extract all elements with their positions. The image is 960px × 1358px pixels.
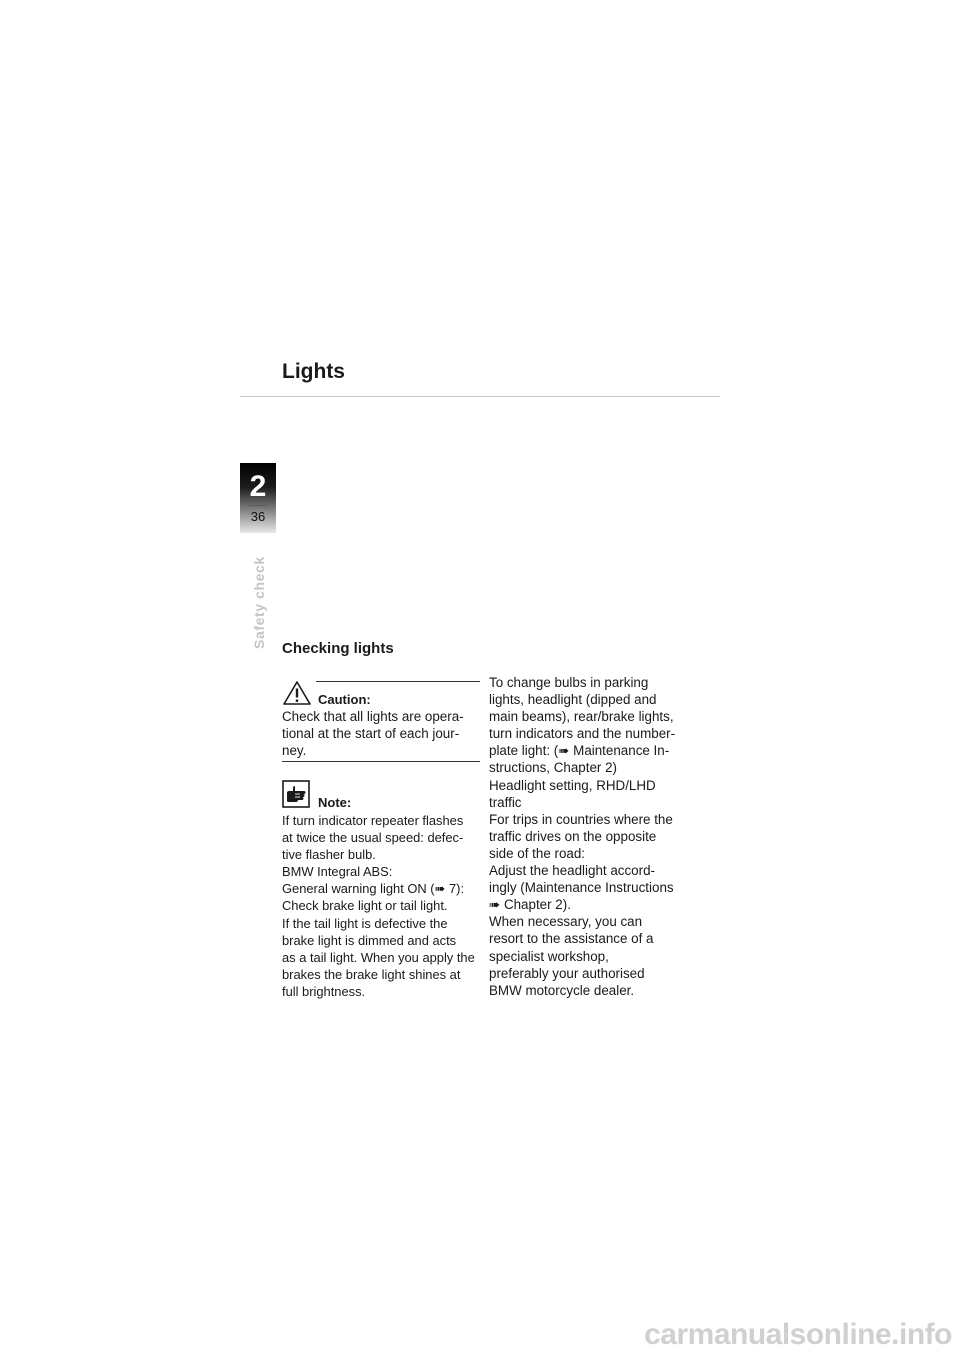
body-line: main beams), rear/brake lights, (489, 709, 674, 725)
section-heading: Checking lights (282, 640, 394, 657)
note-line: If turn indicator repeater flashes (282, 813, 464, 828)
title-divider (240, 396, 720, 397)
note-line: as a tail light. When you apply the (282, 949, 475, 965)
body-line: To change bulbs in parking (489, 675, 649, 690)
body-line: For trips in countries where the (489, 811, 673, 827)
chapter-number: 2 (249, 470, 267, 503)
note-hand-icon (282, 780, 310, 808)
body-line: Adjust the headlight accord- (489, 863, 655, 879)
body-line: turn indicators and the number- (489, 726, 676, 742)
body-line: traffic drives on the opposite (489, 828, 657, 844)
body-line: resort to the assistance of a (489, 931, 654, 947)
note-line: at twice the usual speed: defec- (282, 830, 464, 846)
body-line: Headlight setting, RHD/LHD (489, 777, 656, 793)
body-line: plate light: (➠ Maintenance In- (489, 743, 670, 759)
note-line: tive flasher bulb. (282, 847, 376, 863)
caution-line: tional at the start of each jour- (282, 726, 460, 741)
body-line: structions, Chapter 2) (489, 760, 618, 776)
watermark: carmanualsonline.info (644, 1318, 952, 1351)
body-line: BMW motorcycle dealer. (489, 982, 635, 998)
note-line: Check brake light or tail light. (282, 898, 448, 914)
page-number: 36 (250, 509, 266, 524)
body-line: When necessary, you can (489, 914, 643, 930)
note-line: General warning light ON (➠ 7): (282, 881, 465, 897)
caution-top-rule (316, 681, 480, 682)
body-line: traffic (489, 794, 522, 810)
caution-line: ney. (282, 743, 307, 758)
caution-text (282, 708, 480, 762)
caution-line: Check that all lights are opera- (282, 709, 464, 724)
note-line: brake light is dimmed and acts (282, 932, 457, 948)
body-line: ingly (Maintenance Instructions (489, 880, 674, 896)
note-line: brakes the brake light shines at (282, 966, 461, 982)
body-line: lights, headlight (dipped and (489, 692, 657, 708)
note-line: full brightness. (282, 983, 366, 999)
body-line: preferably your authorised (489, 965, 645, 981)
caution-label: Caution: (318, 692, 371, 707)
body-line: specialist workshop, (489, 948, 609, 964)
page-title: Lights (282, 360, 345, 383)
note-line: BMW Integral ABS: (282, 864, 393, 880)
right-column (489, 674, 699, 999)
note-line: If the tail light is defective the (282, 915, 448, 931)
chapter-separator (249, 505, 267, 506)
chapter-tab (240, 463, 276, 533)
body-line: ➠ Chapter 2). (489, 897, 571, 913)
body-line: side of the road: (489, 845, 586, 861)
side-section-label: Safety check (251, 556, 267, 649)
note-label: Note: (318, 795, 352, 810)
note-text (282, 812, 482, 1000)
warning-triangle-icon (282, 680, 312, 706)
